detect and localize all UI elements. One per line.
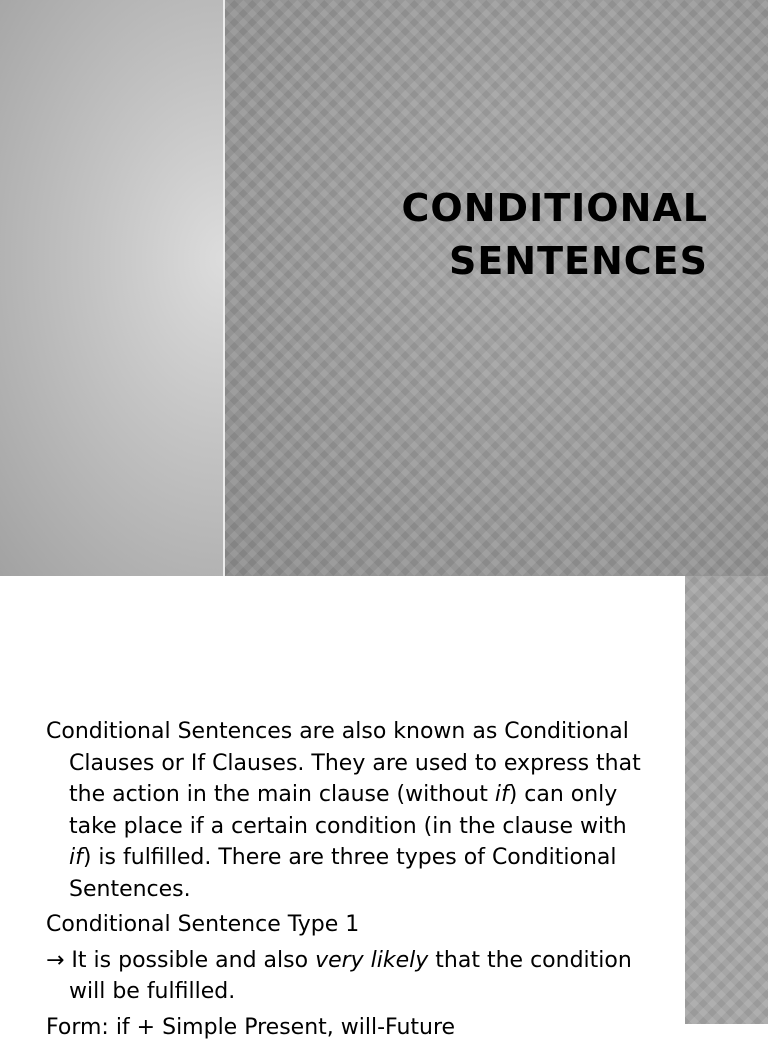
slide-title-line-2: SENTENCES xyxy=(448,239,708,283)
type1-form: Form: if + Simple Present, will-Future xyxy=(46,1014,456,1040)
intro-text-2: ) can only take place if a certain condition (in the clause with xyxy=(69,782,627,839)
intro-italic-if-1: if xyxy=(494,782,509,807)
intro-italic-if-2: if xyxy=(69,845,83,870)
intro-paragraph xyxy=(46,716,646,905)
slide-title xyxy=(268,182,708,288)
left-gradient-panel xyxy=(0,0,223,576)
patterned-background-panel xyxy=(225,0,768,576)
patterned-side-stripe xyxy=(685,576,768,1024)
type1-description xyxy=(46,945,646,1008)
intro-text-3: ) is fulfilled. There are three types of Conditional Sentences. xyxy=(69,845,617,902)
type1-text-2: that the condition will be fulfilled. xyxy=(69,947,632,1004)
content-body xyxy=(46,716,646,1047)
type1-heading: Conditional Sentence Type 1 xyxy=(46,912,360,937)
intro-text-1: Conditional Sentences are also known as Conditional Clauses or If Clauses. They are used to express that the action in the main clause (without xyxy=(46,719,641,807)
type1-text-1: → It is possible and also xyxy=(46,947,316,973)
type1-italic: very likely xyxy=(315,947,429,973)
content-slide xyxy=(0,576,768,1040)
slide-title-line-1: CONDITIONAL xyxy=(401,186,708,230)
